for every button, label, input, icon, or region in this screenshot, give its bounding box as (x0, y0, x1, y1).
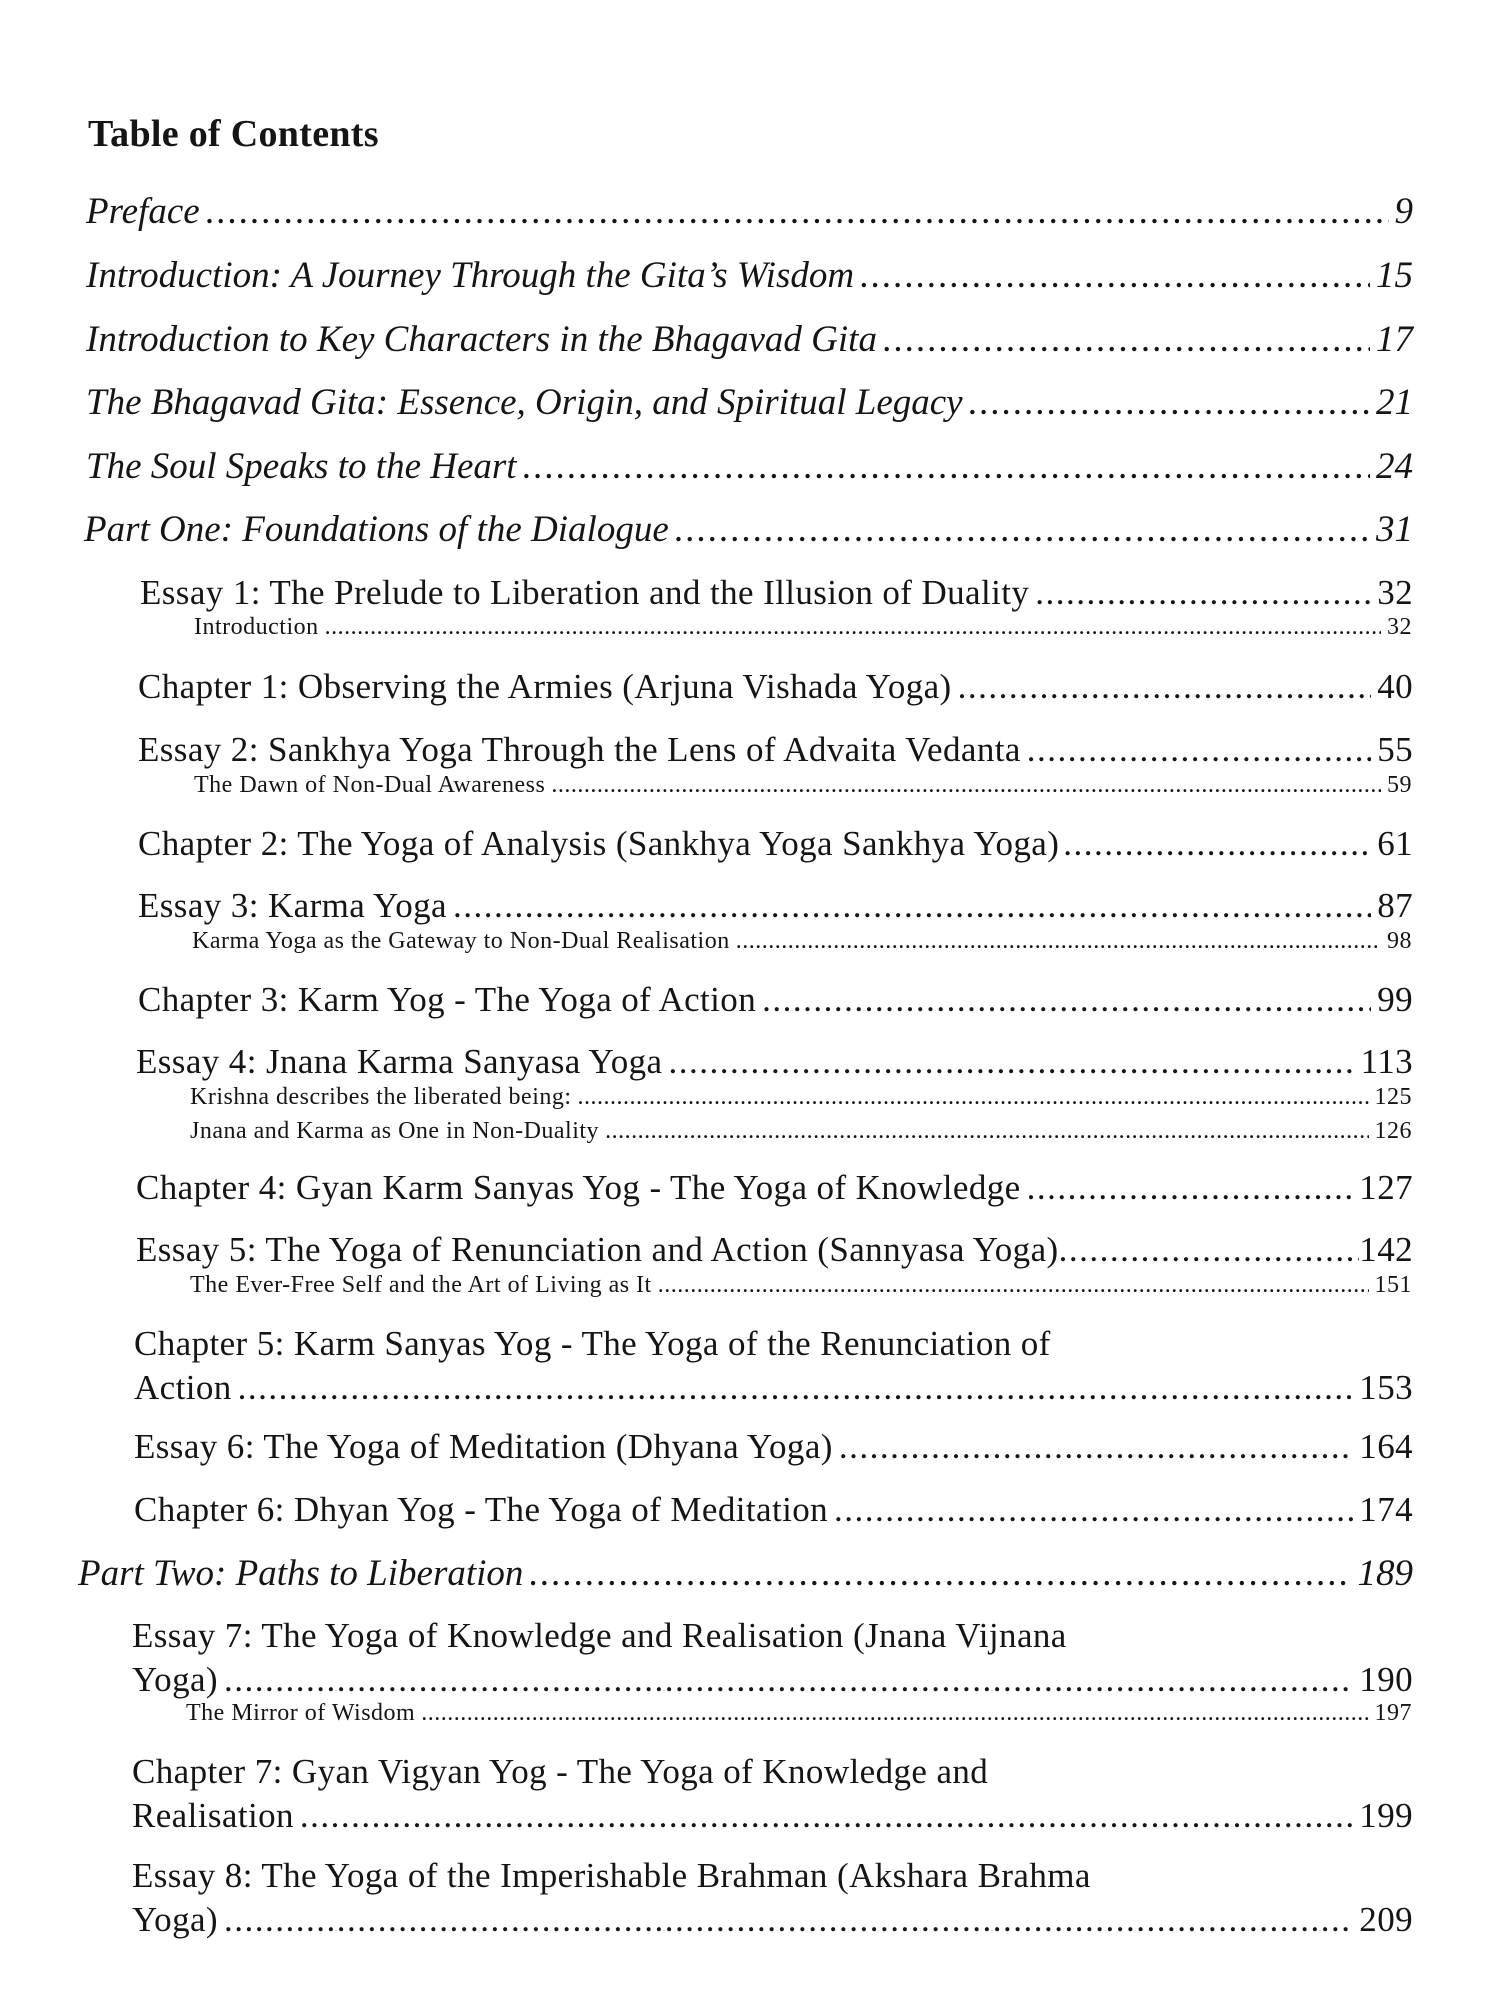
toc-entry-title: Essay 3: Karma Yoga (138, 886, 447, 925)
toc-entry-title: Essay 7: The Yoga of Knowledge and Realisation (Jnana Vijnana (132, 1616, 1067, 1655)
toc-entry-page: 189 (1357, 1553, 1413, 1594)
toc-entry[interactable] (134, 1427, 1413, 1467)
toc-entry-page: 126 (1374, 1118, 1412, 1144)
toc-entry-title: Essay 4: Jnana Karma Sanyasa Yoga (136, 1042, 663, 1081)
toc-entry[interactable] (140, 573, 1413, 613)
toc-part-heading[interactable] (84, 508, 1413, 551)
toc-entry[interactable] (136, 1168, 1413, 1208)
toc-entry[interactable] (136, 1042, 1413, 1082)
toc-entry-title: Preface (86, 191, 200, 232)
toc-entry[interactable] (86, 254, 1413, 297)
toc-entry[interactable] (138, 730, 1413, 770)
page-title: Table of Contents (88, 113, 379, 155)
toc-subentry[interactable] (192, 928, 1412, 955)
toc-entry[interactable] (138, 667, 1413, 707)
toc-entry-page: 55 (1377, 730, 1413, 769)
toc-entry-page: 199 (1359, 1796, 1413, 1835)
toc-entry-title: Chapter 2: The Yoga of Analysis (Sankhya Yoga Sankhya Yoga) (138, 824, 1060, 863)
toc-entry-title: Introduction to Key Characters in the Bhagavad Gita (86, 319, 877, 360)
toc-entry-title-cont: Yoga) (132, 1900, 218, 1939)
toc-entry-page: 40 (1377, 667, 1413, 706)
toc-entry-title: Part One: Foundations of the Dialogue (84, 509, 669, 550)
toc-entry-title: Introduction (194, 614, 319, 640)
toc-entry[interactable] (136, 1230, 1413, 1270)
toc-subentry[interactable] (190, 1084, 1412, 1111)
toc-entry[interactable] (86, 445, 1413, 488)
toc-entry-title: Chapter 3: Karm Yog - The Yoga of Action (138, 980, 757, 1019)
toc-entry[interactable] (86, 190, 1413, 233)
toc-entry-title: Essay 5: The Yoga of Renunciation and Action (Sannyasa Yoga) (136, 1230, 1059, 1269)
toc-entry[interactable] (138, 980, 1413, 1020)
toc-entry-page: 142 (1359, 1230, 1413, 1269)
toc-entry-page: 174 (1359, 1490, 1413, 1529)
toc-subentry[interactable] (194, 772, 1412, 799)
toc-entry[interactable] (86, 318, 1413, 361)
toc-entry-page: 127 (1359, 1168, 1413, 1207)
toc-subentry[interactable] (194, 614, 1412, 641)
toc-entry-page: 61 (1377, 824, 1413, 863)
toc-entry[interactable] (132, 1856, 1413, 1940)
toc-entry[interactable] (134, 1324, 1413, 1408)
toc-entry-title-cont: Action (134, 1368, 232, 1407)
toc-entry-title: The Soul Speaks to the Heart (86, 446, 517, 487)
toc-entry-page: 24 (1376, 446, 1413, 487)
toc-subentry[interactable] (186, 1700, 1412, 1727)
toc-entry-title: Essay 6: The Yoga of Meditation (Dhyana Yoga) (134, 1427, 833, 1466)
toc-entry-page: 197 (1374, 1700, 1412, 1726)
toc-entry-title: Essay 8: The Yoga of the Imperishable Brahman (Akshara Brahma (132, 1856, 1091, 1895)
toc-entry-page: 98 (1387, 928, 1412, 954)
toc-entry-page: 32 (1377, 573, 1413, 612)
toc-entry-page: 15 (1376, 255, 1413, 296)
toc-entry-title: Introduction: A Journey Through the Gita’s Wisdom (86, 255, 855, 296)
toc-entry-title: The Ever-Free Self and the Art of Living as It (190, 1272, 652, 1298)
toc-entry-page: 31 (1376, 509, 1413, 550)
toc-entry-title-cont: Yoga) (132, 1660, 218, 1699)
toc-entry-title: The Bhagavad Gita: Essence, Origin, and Spiritual Legacy (86, 382, 963, 423)
toc-entry-page: 164 (1359, 1427, 1413, 1466)
toc-entry-page: 153 (1359, 1368, 1413, 1407)
toc-entry-title: Chapter 7: Gyan Vigyan Yog - The Yoga of Knowledge and (132, 1752, 989, 1791)
toc-entry-page: 17 (1376, 319, 1413, 360)
toc-part-heading[interactable] (78, 1552, 1413, 1595)
toc-entry-page: 59 (1387, 772, 1412, 798)
toc-entry-page: 32 (1387, 614, 1412, 640)
toc-entry-title: Part Two: Paths to Liberation (78, 1553, 524, 1594)
toc-entry-page: 113 (1360, 1042, 1413, 1081)
toc-subentry[interactable] (190, 1272, 1412, 1299)
toc-entry-title: The Mirror of Wisdom (186, 1700, 416, 1726)
toc-entry[interactable] (86, 381, 1413, 424)
toc-entry-title: Karma Yoga as the Gateway to Non-Dual Realisation (192, 928, 730, 954)
toc-entry-title: Jnana and Karma as One in Non-Duality (190, 1118, 600, 1144)
toc-entry[interactable] (138, 824, 1413, 864)
toc-entry-page: 9 (1394, 191, 1413, 232)
toc-entry-page: 190 (1359, 1660, 1413, 1699)
toc-entry-title: The Dawn of Non-Dual Awareness (194, 772, 546, 798)
toc-entry-page: 99 (1377, 980, 1413, 1019)
toc-entry-title: Essay 2: Sankhya Yoga Through the Lens of Advaita Vedanta (138, 730, 1021, 769)
toc-entry-title: Chapter 1: Observing the Armies (Arjuna Vishada Yoga) (138, 667, 952, 706)
toc-entry[interactable] (132, 1616, 1413, 1700)
toc-entry-page: 21 (1376, 382, 1413, 423)
toc-subentry[interactable] (190, 1118, 1412, 1145)
toc-entry-title: Essay 1: The Prelude to Liberation and the Illusion of Duality (140, 573, 1030, 612)
toc-entry-title-cont: Realisation (132, 1796, 294, 1835)
toc-entry-title: Chapter 4: Gyan Karm Sanyas Yog - The Yoga of Knowledge (136, 1168, 1021, 1207)
toc-entry-page: 151 (1374, 1272, 1412, 1298)
toc-entry-title: Chapter 6: Dhyan Yog - The Yoga of Meditation (134, 1490, 828, 1529)
toc-entry-title: Krishna describes the liberated being: (190, 1084, 572, 1110)
toc-entry[interactable] (138, 886, 1413, 926)
toc-entry-title: Chapter 5: Karm Sanyas Yog - The Yoga of the Renunciation of (134, 1324, 1051, 1363)
toc-entry-page: 87 (1377, 886, 1413, 925)
toc-entry-page: 125 (1374, 1084, 1412, 1110)
toc-entry[interactable] (132, 1752, 1413, 1836)
toc-entry-page: 209 (1359, 1900, 1413, 1939)
toc-entry[interactable] (134, 1490, 1413, 1530)
